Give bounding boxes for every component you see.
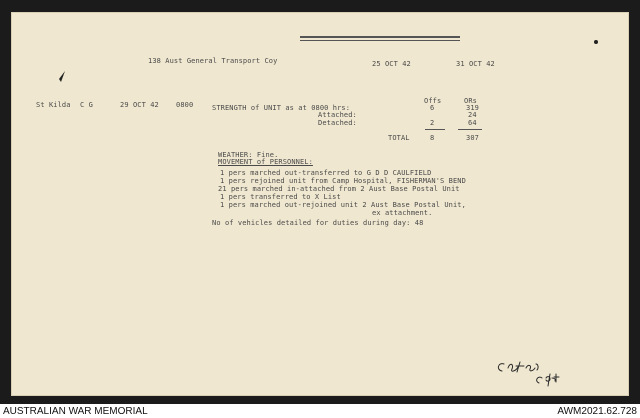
movement-line: ex attachment.	[372, 209, 433, 217]
movement-line: 1 pers transferred to X List	[220, 193, 341, 201]
movement-line: 1 pers rejoined unit from Camp Hospital, FISHERMAN'S BEND	[220, 177, 466, 185]
date-to: 31 OCT 42	[456, 60, 495, 68]
footer-left-caption: AUSTRALIAN WAR MEMORIAL	[3, 406, 148, 417]
movement-line: 21 pers marched in-attached from 2 Aust Base Postal Unit	[218, 185, 460, 193]
entry-time: 0800	[176, 101, 194, 109]
total-rule-ors	[458, 129, 482, 130]
ors-attached: 24	[468, 111, 477, 119]
ors-header: ORs	[464, 97, 477, 105]
weather-line: WEATHER: Fine.	[218, 151, 279, 159]
detached-label: Detached:	[318, 119, 357, 127]
strength-label: STRENGTH of UNIT as at 0800 hrs:	[212, 104, 351, 112]
ors-detached: 64	[468, 119, 477, 127]
signature	[494, 356, 574, 388]
ors-strength: 319	[466, 104, 479, 112]
footer-right-caption: AWM2021.62.728	[557, 406, 637, 417]
date-from: 25 OCT 42	[372, 60, 411, 68]
entry-date: 29 OCT 42	[120, 101, 159, 109]
attached-label: Attached:	[318, 111, 357, 119]
offs-header: Offs	[424, 97, 442, 105]
movement-line: 1 pers marched out-rejoined unit 2 Aust Base Postal Unit,	[220, 201, 466, 209]
offs-strength: 6	[430, 104, 435, 112]
ink-mark	[594, 40, 598, 44]
movement-heading: MOVEMENT of PERSONNEL:	[218, 158, 313, 166]
header-rule-top	[300, 36, 460, 38]
entry-place: St Kilda	[36, 101, 71, 109]
movement-line: 1 pers marched out-transferred to G D D CAULFIELD	[220, 169, 432, 177]
total-rule-offs	[425, 129, 445, 130]
offs-total: 8	[430, 134, 435, 142]
vehicles-line: No of vehicles detailed for duties during day: 48	[212, 219, 424, 227]
header-rule-bottom	[300, 40, 460, 41]
offs-detached: 2	[430, 119, 435, 127]
total-label: TOTAL	[388, 134, 410, 142]
entry-sub-place: C G	[80, 101, 93, 109]
pencil-mark-icon	[58, 70, 68, 84]
unit-header: 138 Aust General Transport Coy	[148, 57, 278, 65]
ors-total: 307	[466, 134, 479, 142]
